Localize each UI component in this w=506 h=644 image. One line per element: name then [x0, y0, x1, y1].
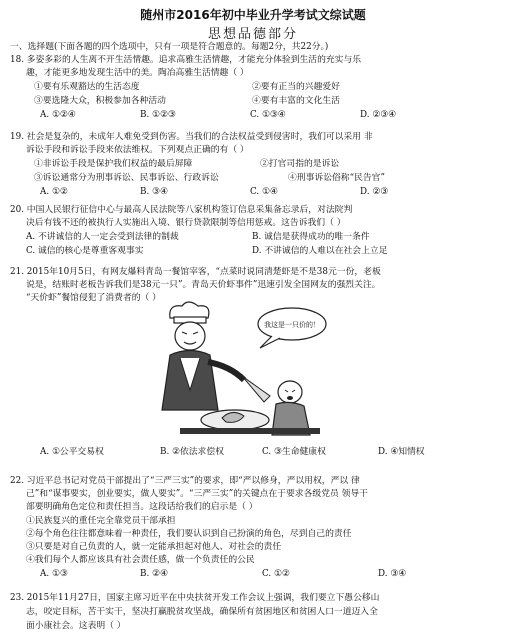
q19-statement-4: ④刑事诉讼俗称“民告官”: [288, 173, 385, 183]
q21-line3: “天价虾”餐馆侵犯了消费者的（ ）: [26, 293, 161, 303]
section-intro: 一、选择题(下面各题的四个选项中，只有一项是符合题意的。每题2分，共22分。): [10, 42, 329, 52]
q20-option-c: C. 诚信的核心是尊重客观事实: [26, 246, 144, 256]
q19-statement-3: ③诉讼通常分为刑事诉讼、民事诉讼、行政诉讼: [34, 173, 219, 183]
q19-statement-2: ②打官司指的是诉讼: [260, 159, 340, 169]
q19-statement-1: ①非诉讼手段是保护我们权益的最后屏障: [34, 159, 193, 169]
q18-statement-1: ①要有乐观豁达的生活态度: [34, 82, 140, 92]
q21-option-b: B. ②依法求偿权: [160, 447, 224, 457]
q20-line1: 20. 中国人民银行征信中心与最高人民法院等八家机构签订信息采集备忘录后，对法院判: [10, 205, 353, 215]
q18-line1: 18. 多姿多彩的人生离不开生活情趣。追求高雅生活情趣，才能充分体验到生活的充实与乐: [10, 55, 362, 65]
q20-line2: 决后有钱不还的被执行人实施出入境、银行贷款限制等信用惩戒。这告诉我们（ ）: [26, 218, 346, 228]
q19-option-d: D. ②③: [360, 187, 389, 197]
q22-line2: 己”和“谋事要实，创业要实，做人要实”。“三严三实”的关键点在于要求各级党员 领导干: [26, 489, 368, 499]
q21-line2: 说是，结账时老板告诉我们是38元一只”。青岛天价虾事件”迅速引发全国网友的强烈关注。: [26, 280, 381, 290]
cartoon-bubble-text: 我这是一只价的！: [264, 321, 320, 329]
q20-option-d: D. 不讲诚信的人难以在社会上立足: [252, 246, 388, 256]
exam-subtitle: 思想品德部分: [207, 27, 298, 42]
q18-option-b: B. ①②③: [140, 110, 176, 120]
q18-option-c: C. ①③④: [250, 110, 286, 120]
q19-line1: 19. 社会是复杂的，未成年人难免受到伤害。当我们的合法权益受到侵害时，我们可以采用 非: [10, 132, 373, 142]
q22-option-a: A. ①③: [40, 569, 68, 579]
q21-option-a: A. ①公平交易权: [40, 447, 104, 457]
q23-line2: 志，咬定目标，苦干实干，坚决打赢脱贫攻坚战，确保所有贫困地区和贫困人口一道迈入全: [26, 607, 378, 617]
q19-line2: 诉讼手段和诉讼手段来依法维权。下列观点正确的有（ ）: [26, 145, 249, 155]
q21-option-d: D. ④知情权: [378, 447, 425, 457]
q19-option-c: C. ①④: [250, 187, 278, 197]
q18-statement-4: ④要有丰富的文化生活: [252, 96, 340, 106]
q19-option-b: B. ③④: [140, 187, 168, 197]
seafood-restaurant-cartoon: [140, 300, 340, 445]
q22-statement-2: ②每个角色往往都意味着一种责任，我们要认识到自己扮演的角色，尽到自己的责任: [26, 529, 352, 539]
q18-option-d: D. ②③④: [360, 110, 396, 120]
q22-option-b: B. ②④: [140, 569, 168, 579]
q18-line2: 趣，才能更多地发现生活中的美。陶冶高雅生活情趣（ ）: [26, 68, 249, 78]
q22-statement-4: ④我们每个人都应该具有社会责任感，做一个负责任的公民: [26, 555, 255, 565]
q22-line3: 部要明确角色定位和责任担当。这段话给我们的启示是（ ）: [26, 502, 258, 512]
q20-option-a: A. 不讲诚信的人一定会受到法律的制裁: [26, 232, 179, 242]
q18-statement-3: ③要选隆大众，积极参加各种活动: [34, 96, 166, 106]
q22-statement-3: ③只要是对自己负责的人，就一定能承担起对他人、对社会的责任: [26, 542, 282, 552]
q19-option-a: A. ①②: [40, 187, 68, 197]
q22-option-d: D. ③④: [378, 569, 407, 579]
q20-option-b: B. 诚信是获得成功的唯一条件: [252, 232, 370, 242]
q18-option-a: A. ①②④: [40, 110, 76, 120]
q22-statement-1: ①民族复兴的重任完全靠党员干部承担: [26, 516, 176, 526]
q21-line1: 21. 2015年10月5日，有网友爆料青岛一餐馆宰客，“点菜时说同清楚虾是不是38元一份，老板: [10, 267, 381, 277]
q18-statement-2: ②要有正当的兴趣爱好: [252, 82, 340, 92]
q22-option-c: C. ①②: [262, 569, 290, 579]
q23-line3: 面小康社会。这表明（ ）: [26, 621, 126, 631]
q21-option-c: C. ③生命健康权: [262, 447, 326, 457]
q22-line1: 22. 习近平总书记对党员干部提出了“三严三实”的要求，即“严以修身，严以用权，严以 律: [10, 476, 360, 486]
exam-title: 随州市2016年初中毕业升学考试文综试题: [140, 8, 366, 22]
q23-line1: 23. 2015年11月27日，国家主席习近平在中央扶贫开发工作会议上强调，我们要立下愚公移山: [10, 593, 380, 603]
